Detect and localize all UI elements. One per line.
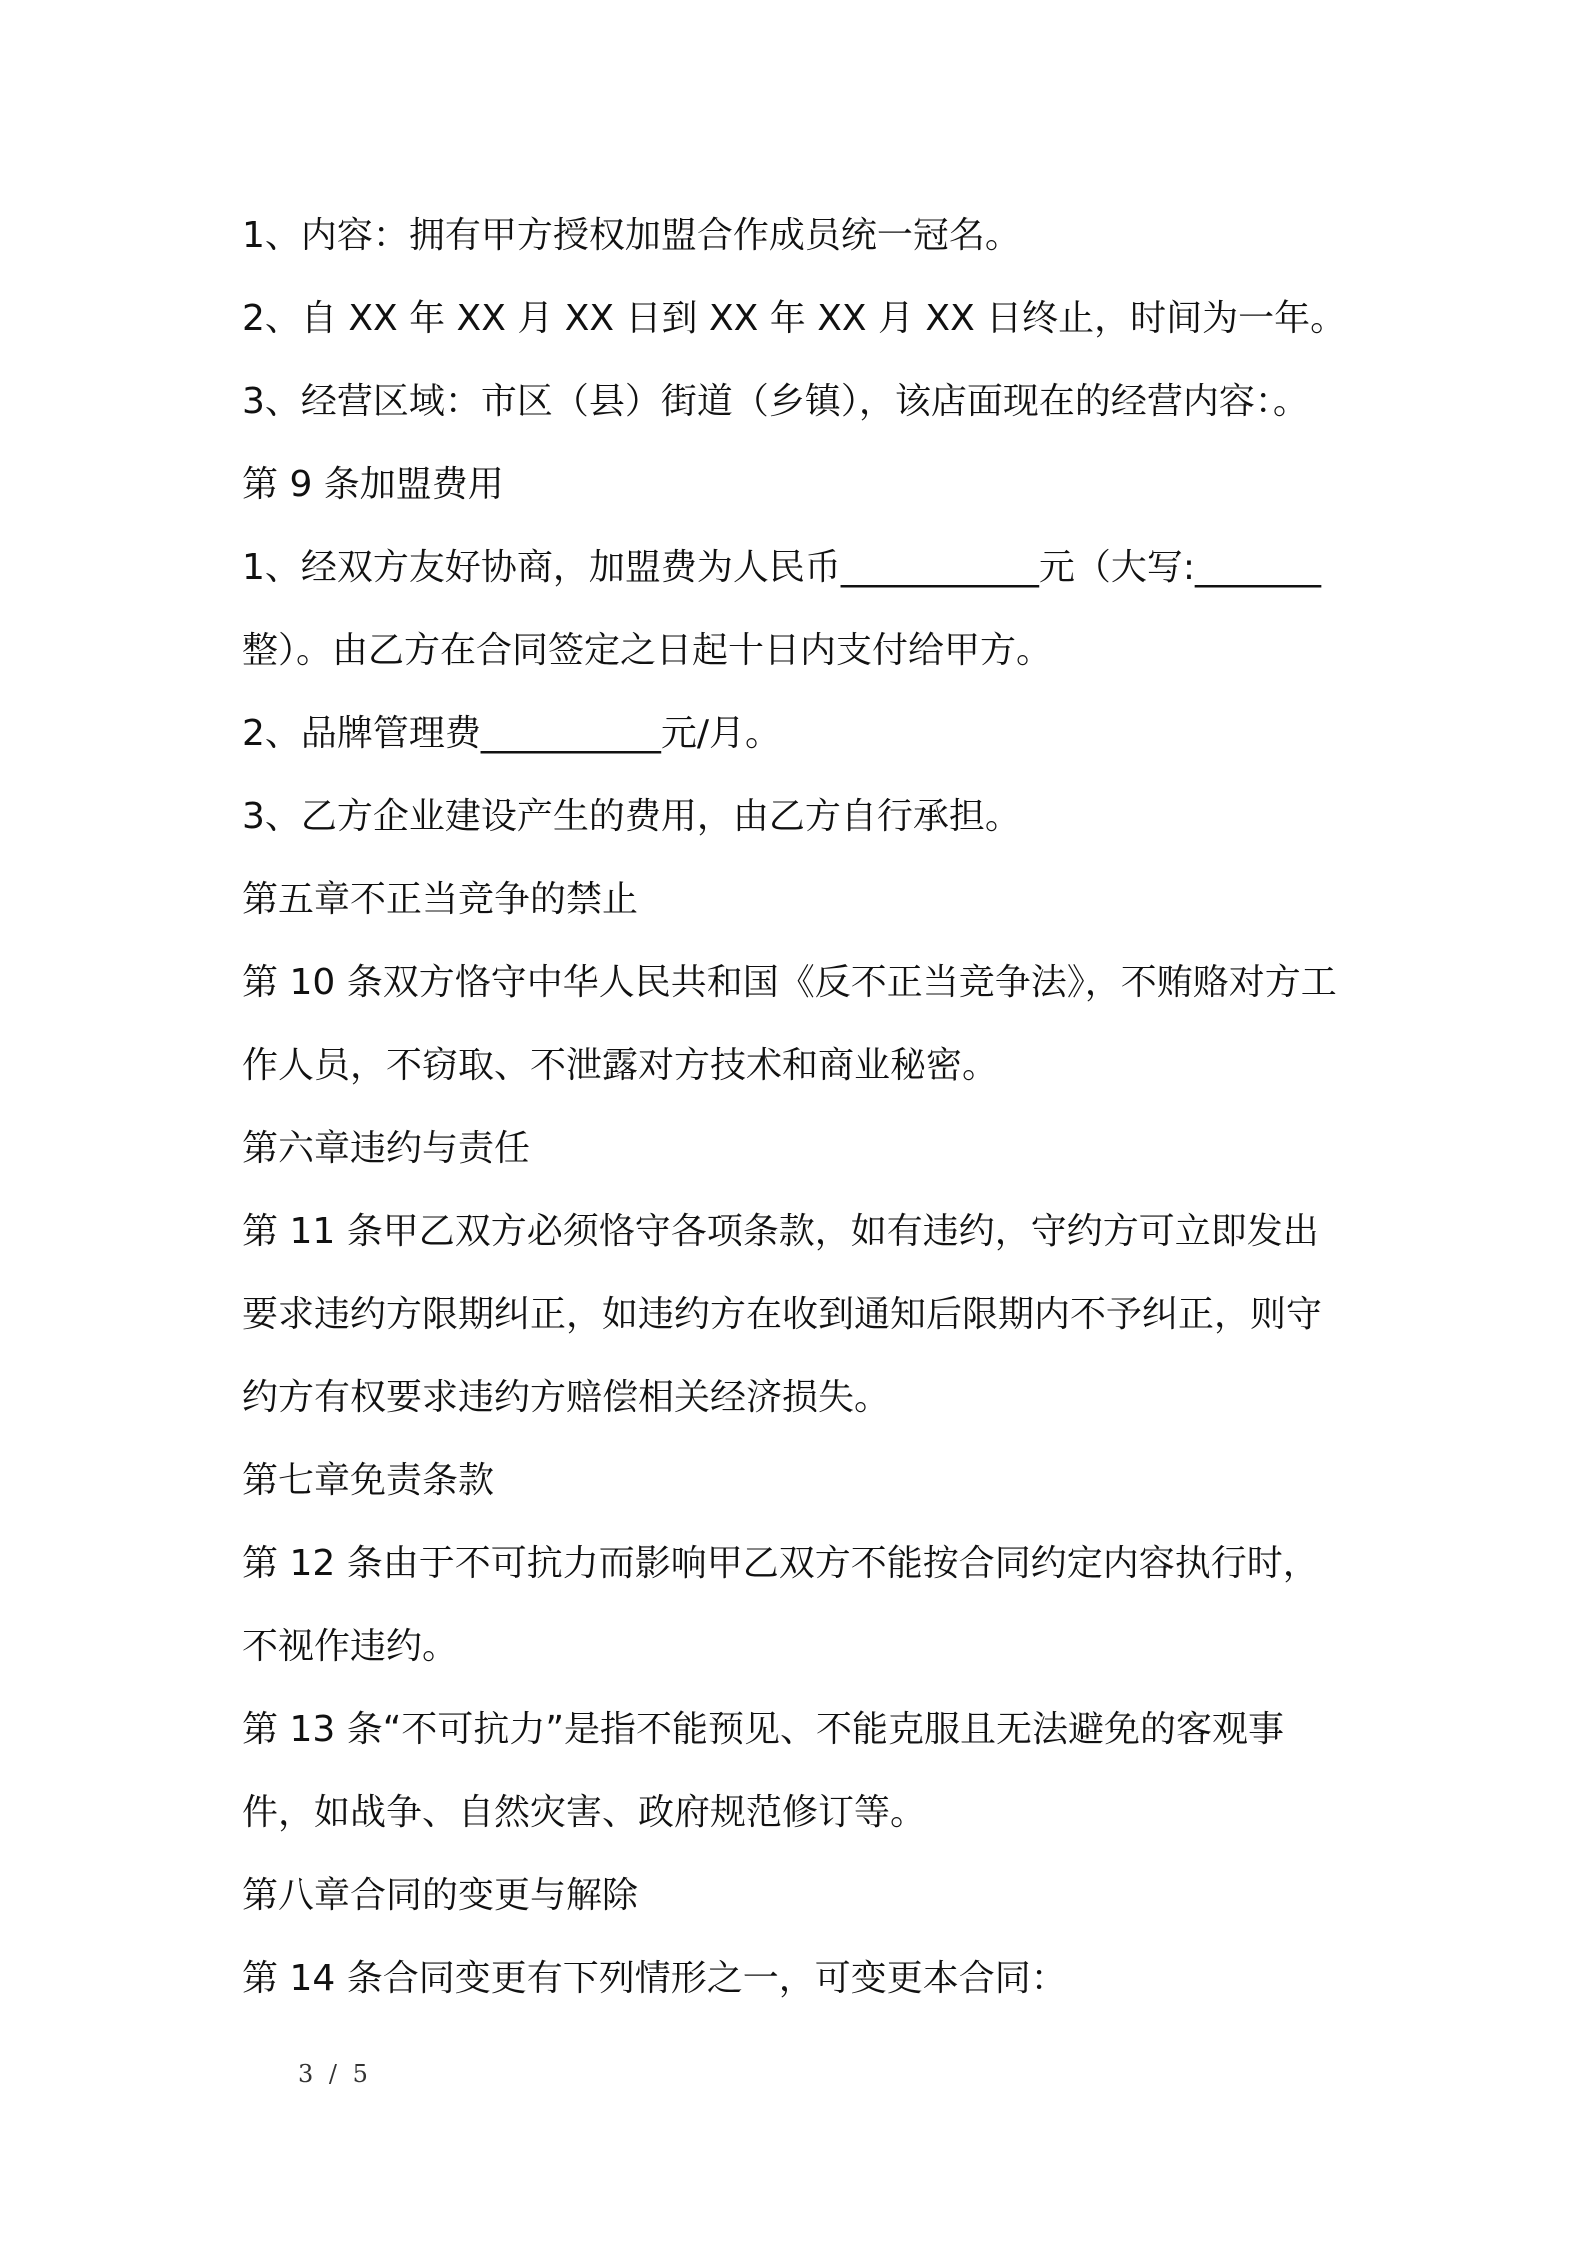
chapter-heading: 第八章合同的变更与解除 xyxy=(242,1875,639,1916)
text-line: 1、内容：拥有甲方授权加盟合作成员统一冠名。 xyxy=(242,215,1021,256)
text-line: 作人员，不窃取、不泄露对方技术和商业秘密。 xyxy=(242,1045,999,1086)
text-line: 2、自 XX 年 XX 月 XX 日到 XX 年 XX 月 XX 日终止，时间为一年。 xyxy=(242,298,1347,339)
text-line: 整）。由乙方在合同签定之日起十日内支付给甲方。 xyxy=(242,630,1053,671)
text-line: 第 14 条合同变更有下列情形之一，可变更本合同： xyxy=(242,1958,1067,1999)
text-line: 第 11 条甲乙双方必须恪守各项条款，如有违约，守约方可立即发出 xyxy=(242,1211,1319,1252)
text-line: 第 12 条由于不可抗力而影响甲乙双方不能按合同约定内容执行时， xyxy=(242,1543,1319,1584)
text-line: 第 10 条双方恪守中华人民共和国《反不正当竞争法》，不贿赂对方工 xyxy=(242,962,1337,1003)
text-line: 件，如战争、自然灾害、政府规范修订等。 xyxy=(242,1792,927,1833)
text-line: 1、经双方友好协商，加盟费为人民币___________元（大写:_______ xyxy=(242,547,1322,588)
text-line: 3、经营区域：市区（县）街道（乡镇），该店面现在的经营内容：。 xyxy=(242,381,1309,422)
text-line: 2、品牌管理费__________元/月。 xyxy=(242,713,782,754)
page-number: 3 / 5 xyxy=(298,2060,372,2088)
chapter-heading: 第七章免责条款 xyxy=(242,1460,495,1501)
document-body xyxy=(242,194,1362,2020)
text-line: 要求违约方限期纠正，如违约方在收到通知后限期内不予纠正，则守 xyxy=(242,1294,1323,1335)
chapter-heading: 第六章违约与责任 xyxy=(242,1128,531,1169)
text-line: 约方有权要求违约方赔偿相关经济损失。 xyxy=(242,1377,891,1418)
chapter-heading: 第五章不正当竞争的禁止 xyxy=(242,879,639,920)
section-heading: 第 9 条加盟费用 xyxy=(242,464,504,505)
text-line: 3、乙方企业建设产生的费用，由乙方自行承担。 xyxy=(242,796,1021,837)
text-line: 不视作违约。 xyxy=(242,1626,459,1667)
text-line: 第 13 条“不可抗力”是指不能预见、不能克服且无法避免的客观事 xyxy=(242,1709,1284,1750)
